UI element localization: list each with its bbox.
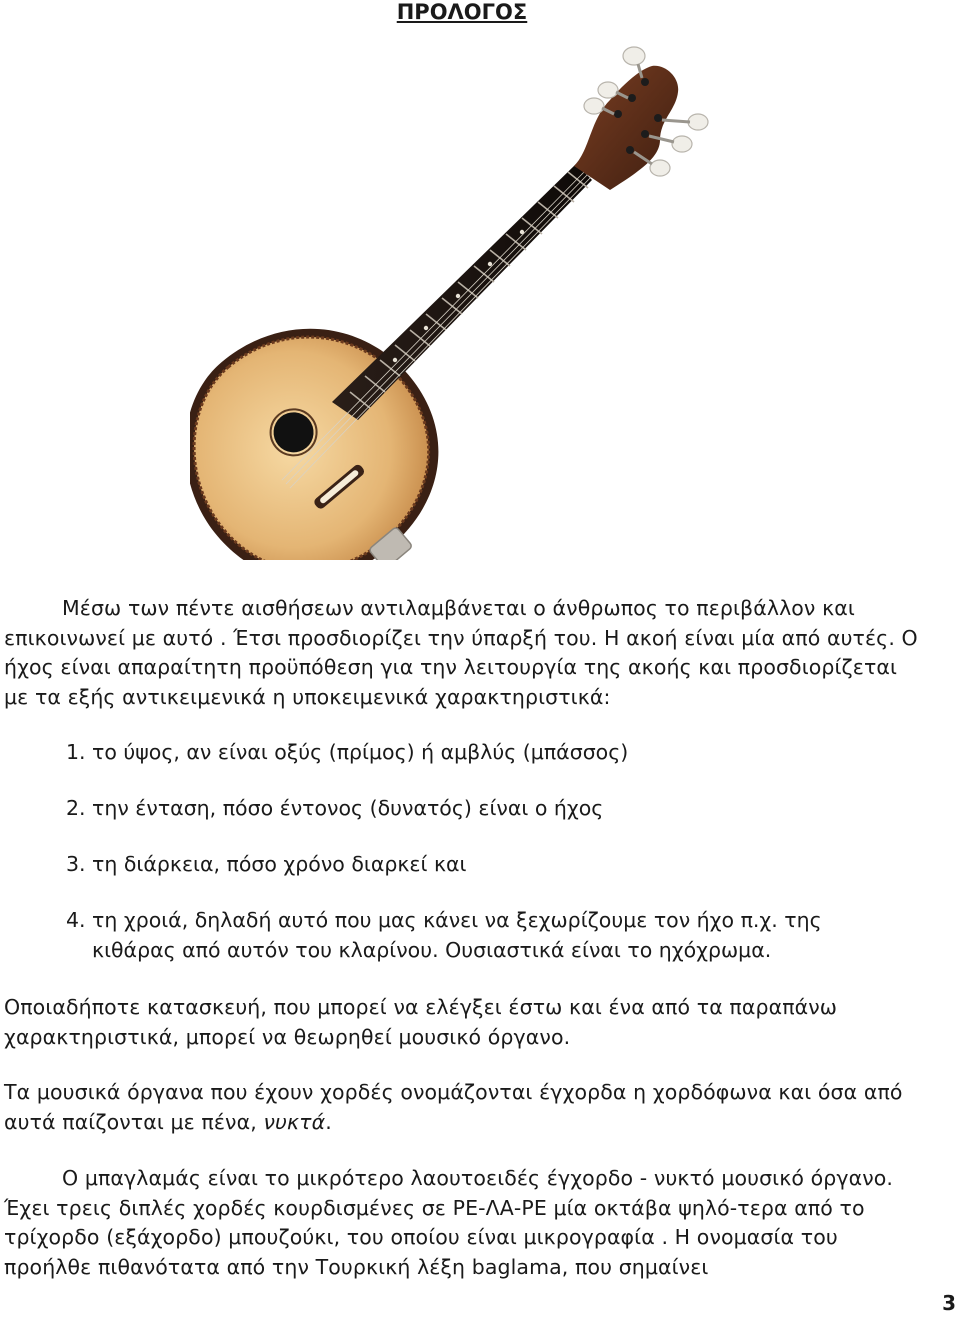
instrument-headstock [574, 47, 708, 190]
list-item: 1. το ύψος, αν είναι οξύς (πρίμος) ή αμβλύς (μπάσσος) [66, 740, 629, 764]
baglamas-paragraph: Ο μπαγλαμάς είναι το μικρότερο λαουτοειδές έγχορδο - νυκτό μουσικό όργανο. Έχει τρεις διπλές χορδές κουρδισμένες σε ΡΕ-ΛΑ-ΡΕ μία οκτάβα ψηλό-τερα από το τρίχορδο (εξάχορδο) μπουζούκι, του οποίου είναι μικρογραφία . Η ονομασία του προήλθε πιθανότατα από την Τουρκική λέξη baglama, που σημαίνει [4, 1166, 894, 1279]
intro-paragraph: Μέσω των πέντε αισθήσεων αντιλαμβάνεται ο άνθρωπος το περιβάλλον και επικοινωνεί με αυτό . Έτσι προσδιορίζει την ύπαρξή του. Η ακοή είναι μία από αυτές. Ο ήχος είναι απαραίτητη προϋπόθεση για την λειτουργία της ακοής και προσδιορίζεται με τα εξής αντικειμενικά η υποκειμενικά χαρακτηριστικά: [4, 596, 918, 709]
list-item: 3. τη διάρκεια, πόσο χρόνο διαρκεί και [66, 852, 467, 876]
page-number: 3 [942, 1291, 956, 1315]
string-instruments-paragraph: Τα μουσικά όργανα που έχουν χορδές ονομάζονται έγχορδα η χορδόφωνα και όσα από αυτά παίζονται με πένα, νυκτά. [4, 1080, 903, 1134]
baglamas-instrument-icon [190, 40, 730, 560]
list-item: 2. την ένταση, πόσο έντονος (δυνατός) είναι ο ήχος [66, 796, 604, 820]
list-item: 4. τη χροιά, δηλαδή αυτό που μας κάνει να ξεχωρίζουμε τον ήχο π.χ. της κιθάρας από αυτόν του κλαρίνου. Ουσιαστικά είναι το ηχόχρωμα. [66, 908, 822, 962]
definition-paragraph: Οποιαδήποτε κατασκευή, που μπορεί να ελέγξει έστω και ένα από τα παραπάνω χαρακτηριστικά, μπορεί να θεωρηθεί μουσικό όργανο. [4, 995, 838, 1049]
page-title: ΠΡΟΛΟΓΟΣ [396, 0, 528, 24]
